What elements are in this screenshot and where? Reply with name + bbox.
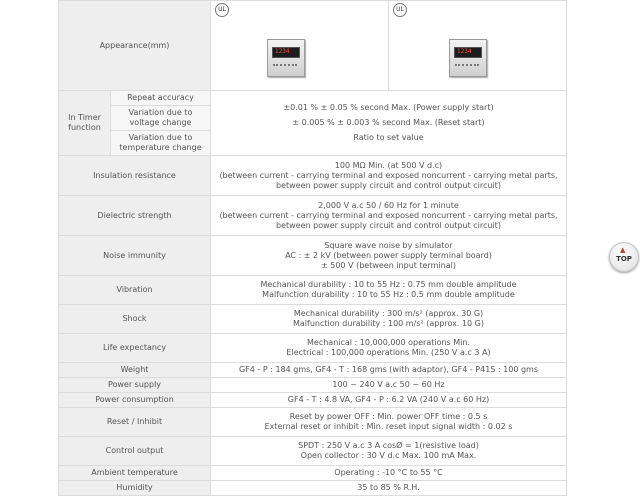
spec-value: [211, 378, 567, 393]
spec-label: Dielectric strength: [59, 196, 211, 236]
spec-row: [59, 393, 567, 408]
spec-value-line: Malfunction durability : 100 m/s² (approx. 10 G): [292, 319, 484, 328]
spec-value: [211, 236, 567, 276]
spec-value-line: GF4 - T : 4.8 VA, GF4 - P : 6.2 VA (240 V a.c 60 Hz): [287, 395, 490, 404]
spec-value-line: 35 to 85 % R.H.: [357, 483, 420, 492]
spec-row: [59, 466, 567, 481]
appearance-image-2: [389, 1, 567, 91]
timer-values: ±0.01 % ± 0.05 % second Max. (Power supply start) ± 0.005 % ± 0.003 % second Max. (Reset start) Ratio to set value: [211, 91, 567, 156]
spec-value: [211, 276, 567, 305]
spec-value: [211, 305, 567, 334]
spec-row: [59, 437, 567, 466]
scroll-to-top-button[interactable]: [609, 242, 639, 272]
row-appearance: [59, 1, 567, 91]
spec-value-line: Open collector : 30 V d.c Max. 100 mA Max.: [300, 451, 477, 460]
spec-value: [211, 334, 567, 363]
spec-label: Noise immunity: [59, 236, 211, 276]
spec-row: [59, 305, 567, 334]
top-label: TOP: [616, 255, 632, 263]
spec-label: Humidity: [59, 481, 211, 496]
spec-value: [211, 393, 567, 408]
appearance-label: Appearance(mm): [59, 1, 211, 91]
spec-value-line: between power supply circuit and control output circuit): [276, 180, 501, 190]
spec-value-line: (between current - carrying terminal and exposed noncurrent - carrying metal parts,: [219, 170, 558, 180]
timer-device-image: [267, 39, 305, 77]
spec-label: Shock: [59, 305, 211, 334]
page-margin: [0, 0, 58, 495]
spec-value-line: Malfunction durability : 10 to 55 Hz : 0.5 mm double amplitude: [262, 290, 515, 299]
spec-value-line: External reset or inhibit : Min. reset input signal width : 0.02 s: [264, 422, 513, 431]
spec-row: [59, 156, 567, 196]
spec-value: [211, 408, 567, 437]
timer-row-label: Variation due to temperature change: [111, 131, 211, 156]
spec-row: [59, 481, 567, 496]
spec-value-line: 100 MΩ Min. (at 500 V d.c): [334, 160, 443, 170]
spec-value-line: Reset by power OFF : Min. power OFF time : 0.5 s: [289, 412, 488, 421]
spec-value-line: GF4 - P : 184 gms, GF4 - T : 168 gms (with adaptor), GF4 - P41S : 100 gms: [238, 365, 539, 374]
spec-value-line: 2,000 V a.c 50 / 60 Hz for 1 minute: [318, 200, 459, 210]
spec-label: Insulation resistance: [59, 156, 211, 196]
row-repeat-accuracy: [59, 91, 567, 106]
spec-value-line: ± 500 V (between input terminal): [321, 260, 456, 270]
spec-value: [211, 466, 567, 481]
spec-value-line: Mechanical durability : 300 m/s² (approx. 30 G): [293, 309, 484, 318]
spec-value: [211, 363, 567, 378]
spec-value-line: between power supply circuit and control output circuit): [276, 220, 501, 230]
spec-value: [211, 156, 567, 196]
specification-table: [58, 0, 567, 496]
device-display: 1234: [272, 47, 300, 58]
spec-row: [59, 334, 567, 363]
spec-label: Power consumption: [59, 393, 211, 408]
timer-device-image: [449, 39, 487, 77]
timer-row-label: Repeat accuracy: [111, 91, 211, 106]
spec-value-line: AC : ± 2 kV (between power supply terminal board): [285, 250, 492, 260]
device-keys: [455, 64, 479, 70]
spec-row: [59, 196, 567, 236]
spec-value-line: Mechanical : 10,000,000 operations Min.: [307, 338, 470, 347]
spec-value-line: 100 ~ 240 V a.c 50 ~ 60 Hz: [332, 380, 445, 389]
spec-value-line: (between current - carrying terminal and exposed noncurrent - carrying metal parts,: [219, 210, 558, 220]
spec-row: [59, 408, 567, 437]
spec-value-line: Operating : -10 °C to 55 °C: [334, 468, 443, 477]
ul-certification-icon: UL: [393, 3, 407, 17]
timer-row-label: Variation due to voltage change: [111, 106, 211, 131]
spec-label: Vibration: [59, 276, 211, 305]
spec-row: [59, 378, 567, 393]
spec-value-line: SPDT : 250 V a.c 3 A cosØ = 1(resistive load): [298, 441, 479, 450]
timer-group-label: In Timer function: [59, 91, 111, 156]
spec-row: [59, 276, 567, 305]
spec-label: Power supply: [59, 378, 211, 393]
spec-label: Reset / Inhibit: [59, 408, 211, 437]
spec-value: [211, 437, 567, 466]
spec-value: [211, 196, 567, 236]
ul-certification-icon: UL: [215, 3, 229, 17]
spec-label: Life expectancy: [59, 334, 211, 363]
spec-value-line: Mechanical durability : 10 to 55 Hz : 0.75 mm double amplitude: [260, 280, 517, 289]
spec-row: [59, 236, 567, 276]
device-keys: [273, 64, 297, 70]
spec-row: [59, 363, 567, 378]
spec-value: [211, 481, 567, 496]
device-display: 1234: [454, 47, 482, 58]
spec-value-line: Square wave noise by simulator: [324, 240, 453, 250]
spec-label: Ambient temperature: [59, 466, 211, 481]
appearance-image-1: [211, 1, 389, 91]
spec-label: Control output: [59, 437, 211, 466]
spec-label: Weight: [59, 363, 211, 378]
spec-value-line: Electrical : 100,000 operations Min. (250 V a.c 3 A): [286, 348, 491, 357]
arrow-up-icon: ▲: [620, 246, 626, 254]
